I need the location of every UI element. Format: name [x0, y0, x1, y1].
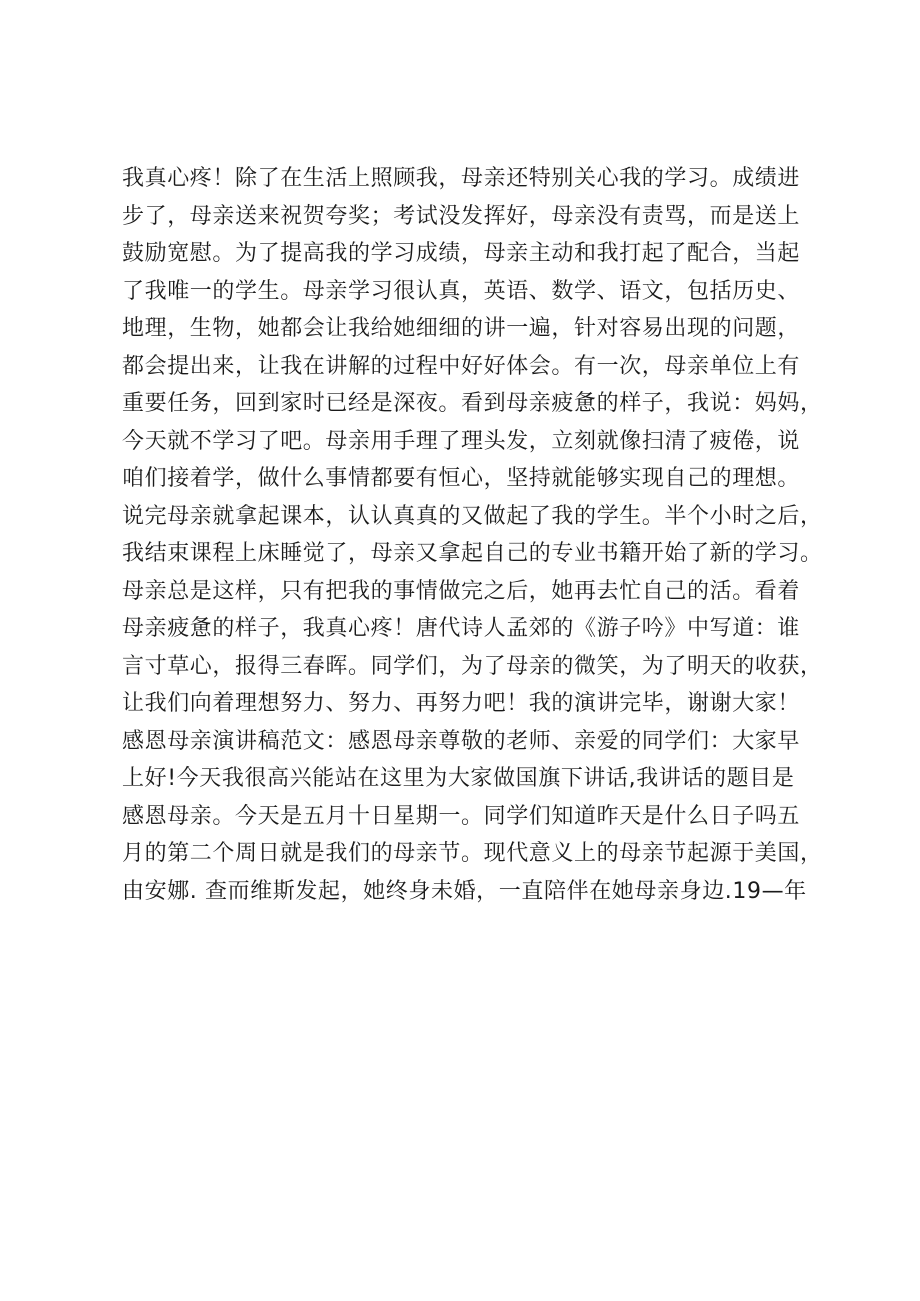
text-line: 说完母亲就拿起课本，认认真真的又做起了我的学生。半个小时之后， [122, 503, 823, 529]
text-line: 让我们向着理想努力、努力、再努力吧！我的演讲完毕，谢谢大家！ [122, 691, 801, 716]
text-line: 了我唯一的学生。母亲学习很认真，英语、数学、语文，包括历史、 [122, 278, 801, 304]
text-line: 言寸草心，报得三春晖。同学们，为了母亲的微笑，为了明天的收获， [122, 653, 823, 679]
text-line: 感恩母亲。今天是五月十日星期一。同学们知道昨天是什么日子吗五 [122, 803, 801, 829]
text-line: 重要任务，回到家时已经是深夜。看到母亲疲惫的样子，我说：妈妈， [122, 391, 823, 416]
text-line: 我结束课程上床睡觉了，母亲又拿起自己的专业书籍开始了新的学习。 [122, 541, 823, 566]
text-line: 都会提出来，让我在讲解的过程中好好体会。有一次，母亲单位上有 [122, 353, 801, 379]
text-line: 母亲疲惫的样子，我真心疼！唐代诗人孟郊的《游子吟》中写道：谁 [122, 616, 801, 641]
text-line: 母亲总是这样，只有把我的事情做完之后，她再去忙自己的活。看着 [122, 578, 801, 604]
text-line: 感恩母亲演讲稿范文：感恩母亲尊敬的老师、亲爱的同学们：大家早 [122, 728, 801, 754]
text-line: 步了，母亲送来祝贺夸奖；考试没发挥好，母亲没有责骂，而是送上 [122, 203, 801, 229]
text-line: 由安娜. 查而维斯发起，她终身未婚，一直陪伴在她母亲身边.19—年 [122, 878, 807, 904]
text-line: 月的第二个周日就是我们的母亲节。现代意义上的母亲节起源于美国， [122, 841, 823, 866]
text-line: 上好!今天我很高兴能站在这里为大家做国旗下讲话,我讲话的题目是 [122, 766, 795, 791]
text-line: 咱们接着学，做什么事情都要有恒心，坚持就能够实现自己的理想。 [122, 466, 801, 491]
text-line: 地理，生物，她都会让我给她细细的讲一遍，针对容易出现的问题， [122, 316, 801, 341]
text-line: 我真心疼！除了在生活上照顾我，母亲还特别关心我的学习。成绩进 [122, 166, 801, 191]
body-text [122, 160, 822, 910]
text-line: 鼓励宽慰。为了提高我的学习成绩，母亲主动和我打起了配合，当起 [122, 241, 801, 266]
text-line: 今天就不学习了吧。母亲用手理了理头发，立刻就像扫清了疲倦，说 [122, 428, 801, 454]
